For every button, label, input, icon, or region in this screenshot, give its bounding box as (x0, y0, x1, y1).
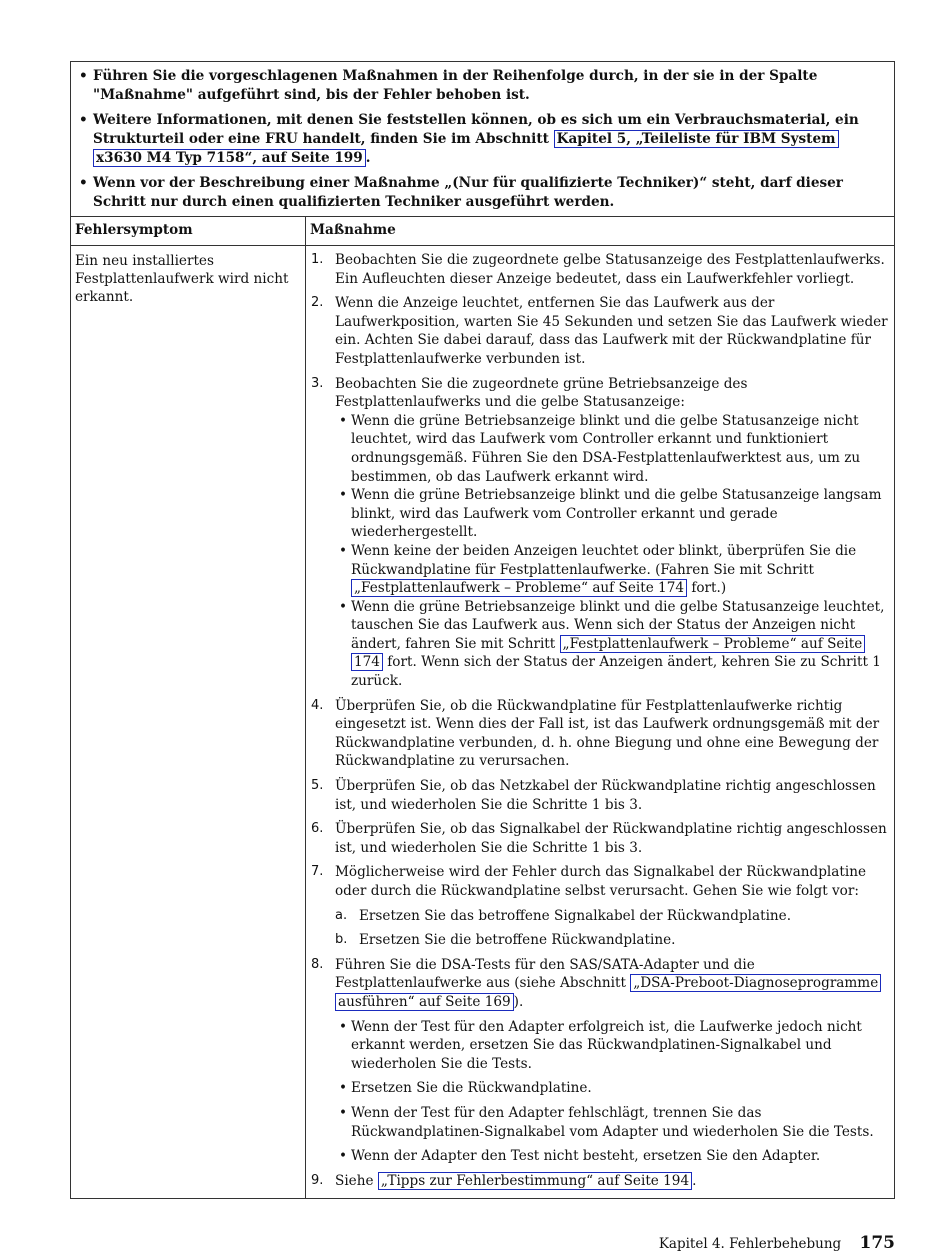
sub-text: Wenn die grüne Betriebsanzeige blinkt und die gelbe Statusanzeige nicht leuchtet, wird das Laufwerk vom Controller erkannt und funktioniert ordnungsgemäß. Führen Sie den DSA-Festplattenlaufwerktest aus, um zu bestimmen, ob das Laufwerk erkannt wird. (351, 412, 861, 485)
page-number: 175 (859, 1233, 895, 1253)
step-4 (311, 697, 888, 771)
step-text: ). (513, 993, 524, 1010)
bullet-icon: • (79, 112, 88, 128)
sub-bullet (335, 1079, 888, 1098)
sub-text: fort. Wenn sich der Status der Anzeigen ändert, kehren Sie zu Schritt 1 zurück. (351, 654, 881, 690)
bullet-icon: • (339, 412, 348, 429)
step-number: 4. (311, 697, 324, 713)
sub-bullet (335, 1018, 888, 1074)
instruction-item (79, 174, 886, 212)
step-text: Überprüfen Sie, ob die Rückwandplatine für Festplattenlaufwerke richtig eingesetzt ist. Wenn dies der Fall ist, ist das Laufwerk ordnungsgemäß mit der Rückwandplatine verbunden, d. h. ohne Biegung und ohne eine Bewegung der Rückwandplatine zu verursachen. (335, 697, 880, 770)
page-footer (659, 1233, 895, 1253)
hdd-problems-link[interactable]: „Festplattenlaufwerk – Probleme“ auf Seite 174 (351, 635, 865, 672)
step-text: Siehe (335, 1172, 378, 1189)
step-number: 2. (311, 295, 324, 311)
sub-bullet (335, 542, 888, 598)
step-text: Wenn die Anzeige leuchtet, entfernen Sie das Laufwerk aus der Laufwerkposition, warten Sie 45 Sekunden und setzen Sie das Laufwerk wieder ein. Achten Sie dabei darauf, dass das Laufwerk mit der Rückwandplatine für Festplattenlaufwerke verbunden ist. (335, 295, 888, 367)
dsa-preboot-link[interactable]: „DSA-Preboot-Diagnoseprogramme ausführen“ auf Seite 169 (335, 974, 881, 1011)
step-number: 6. (311, 821, 324, 837)
instruction-item (79, 67, 886, 105)
sub-text: Wenn der Adapter den Test nicht besteht, ersetzen Sie den Adapter. (351, 1148, 821, 1165)
step-number: 1. (311, 252, 324, 267)
sub-text: Wenn der Test für den Adapter erfolgreich ist, die Laufwerke jedoch nicht erkannt werden, ersetzen Sie das Rückwandplatinen-Signalkabel und wiederholen Sie die Tests. (351, 1018, 862, 1072)
hdd-problems-link[interactable]: „Festplattenlaufwerk – Probleme“ auf Seite 174 (351, 579, 687, 597)
step-text: Überprüfen Sie, ob das Netzkabel der Rückwandplatine richtig angeschlossen ist, und wiederholen Sie die Schritte 1 bis 3. (335, 778, 876, 813)
instruction-item (79, 111, 886, 168)
bullet-icon: • (79, 68, 88, 84)
punctuation: . (365, 150, 371, 166)
table-header-row (71, 217, 894, 246)
column-header-symptom: Fehlersymptom (71, 217, 306, 245)
step-6 (311, 820, 888, 857)
sub-text: Wenn die grüne Betriebsanzeige blinkt und die gelbe Statusanzeige leuchtet, tauschen Sie das Laufwerk aus. Wenn sich der Status der Anzeigen nicht ändert, fahren Sie mit Schritt (351, 598, 885, 652)
step-number: 9. (311, 1172, 324, 1188)
step-text: Möglicherweise wird der Fehler durch das Signalkabel der Rückwandplatine oder durch die Rückwandplatine selbst verursacht. Gehen Sie wie folgt vor: (335, 864, 866, 899)
sub-step-a (335, 907, 888, 926)
sub-text: Ersetzen Sie das betroffene Signalkabel der Rückwandplatine. (359, 907, 792, 924)
sub-text: Ersetzen Sie die Rückwandplatine. (351, 1080, 592, 1097)
step-number: 7. (311, 864, 324, 880)
instruction-text: Wenn vor der Beschreibung einer Maßnahme „(Nur für qualifizierte Techniker)“ steht, darf dieser Schritt nur durch einen qualifizierten Techniker ausgeführt werden. (93, 175, 843, 210)
sub-bullet (335, 1104, 888, 1141)
sub-text: fort.) (687, 580, 727, 597)
bullet-icon: • (79, 175, 88, 191)
action-cell (306, 246, 894, 1198)
sub-text: Wenn die grüne Betriebsanzeige blinkt und die gelbe Statusanzeige langsam blinkt, wird das Laufwerk vom Controller erkannt und gerade wiederhergestellt. (351, 487, 882, 541)
sub-step-letter: b. (335, 932, 348, 948)
troubleshooting-table (70, 61, 895, 1199)
step-text: Führen Sie die DSA-Tests für den SAS/SATA-Adapter und die Festplattenlaufwerke aus (siehe Abschnitt (335, 956, 755, 992)
sub-bullet (335, 1147, 888, 1166)
table-row (71, 246, 894, 1198)
sub-step-b (335, 931, 888, 950)
troubleshooting-tips-link[interactable]: „Tipps zur Fehlerbestimmung“ auf Seite 194 (378, 1172, 692, 1190)
sub-text: Ersetzen Sie die betroffene Rückwandplatine. (359, 932, 676, 949)
column-header-action: Maßnahme (310, 222, 396, 238)
sub-bullet (335, 412, 888, 486)
bullet-icon: • (339, 542, 348, 559)
step-7 (311, 863, 888, 949)
sub-bullet (335, 598, 888, 691)
step-number: 3. (311, 375, 324, 391)
parts-list-link[interactable]: Kapitel 5, „Teileliste für IBM System x3630 M4 Typ 7158“, auf Seite 199 (93, 130, 839, 167)
sub-step-letter: a. (335, 907, 348, 923)
bullet-icon: • (339, 487, 348, 504)
step-1 (311, 251, 888, 288)
step-number: 5. (311, 778, 324, 794)
bullet-icon: • (339, 1104, 348, 1121)
step-text: Beobachten Sie die zugeordnete grüne Betriebsanzeige des Festplattenlaufwerks und die gelbe Statusanzeige: (335, 375, 748, 411)
sub-text: Wenn der Test für den Adapter fehlschlägt, trennen Sie das Rückwandplatinen-Signalkabel vom Adapter und wiederholen Sie die Tests. (351, 1104, 874, 1140)
step-8 (311, 956, 888, 1166)
bullet-icon: • (339, 1018, 348, 1035)
instruction-text: Weitere Informationen, mit denen Sie feststellen können, ob es sich um ein Verbrauchsmaterial, ein Strukturteil oder eine FRU handelt, finden Sie im Abschnitt (93, 112, 859, 147)
sub-bullet (335, 486, 888, 542)
instructions-header (71, 62, 894, 217)
sub-text: Wenn keine der beiden Anzeigen leuchtet oder blinkt, überprüfen Sie die Rückwandplatine für Festplattenlaufwerke. (Fahren Sie mit Schritt (351, 542, 857, 578)
symptom-cell (71, 246, 306, 1198)
chapter-title: Kapitel 4. Fehlerbehebung (658, 1236, 842, 1252)
bullet-icon: • (339, 598, 348, 615)
symptom-text: Ein neu installiertes Festplattenlaufwerk wird nicht erkannt. (75, 253, 289, 305)
instruction-text: Führen Sie die vorgeschlagenen Maßnahmen in der Reihenfolge durch, in der sie in der Spalte "Maßnahme" aufgeführt sind, bis der Fehler behoben ist. (93, 68, 818, 103)
bullet-icon: • (339, 1080, 348, 1097)
step-3 (311, 375, 888, 691)
step-number: 8. (311, 956, 324, 972)
step-text: Beobachten Sie die zugeordnete gelbe Statusanzeige des Festplattenlaufwerks. Ein Aufleuchten dieser Anzeige bedeutet, dass ein Laufwerkfehler vorliegt. (335, 252, 885, 287)
step-2 (311, 294, 888, 368)
step-9 (311, 1172, 888, 1191)
bullet-icon: • (339, 1148, 348, 1165)
step-5 (311, 777, 888, 814)
step-text: Überprüfen Sie, ob das Signalkabel der Rückwandplatine richtig angeschlossen ist, und wiederholen Sie die Schritte 1 bis 3. (335, 821, 887, 856)
step-text: . (692, 1172, 697, 1189)
